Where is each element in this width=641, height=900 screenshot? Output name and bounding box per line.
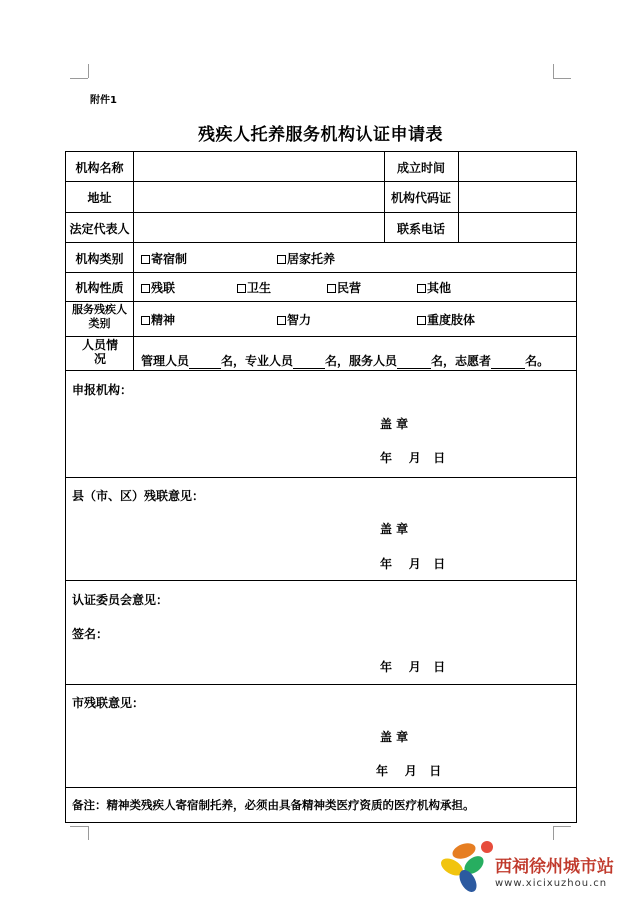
row-divider: [66, 336, 576, 337]
county-opinion-label: 县（市、区）残联意见：: [72, 489, 205, 503]
checkbox-icon: [237, 284, 246, 293]
row-divider: [66, 787, 576, 788]
city-opinion-label: 市残联意见：: [72, 696, 145, 710]
staff-label: 人员情况: [81, 338, 118, 366]
crop-mark: [553, 78, 571, 79]
checkbox-icon: [141, 255, 150, 264]
seal-label: 盖 章: [380, 522, 409, 536]
watermark-url: www.xicixuzhou.cn: [495, 878, 608, 889]
row-divider: [66, 301, 576, 302]
date-label: 年 月 日: [376, 764, 442, 778]
date-label: 年 月 日: [380, 557, 446, 571]
column-divider: [458, 152, 459, 242]
attachment-label: 附件1: [90, 95, 117, 106]
service-count-field[interactable]: [397, 356, 431, 369]
org-name-label: 机构名称: [75, 161, 124, 175]
row-divider: [66, 477, 576, 478]
seal-label: 盖 章: [380, 730, 409, 744]
crop-mark: [553, 826, 571, 827]
crop-mark: [88, 826, 89, 840]
signature-label: 签名：: [72, 627, 109, 641]
option-intellectual[interactable]: 智力: [277, 311, 311, 328]
staff-counts: 管理人员 名，专业人员 名，服务人员 名，志愿者 名。: [141, 354, 550, 368]
option-severe-physical[interactable]: 重度肢体: [417, 311, 475, 328]
row-divider: [66, 181, 576, 182]
professional-count-field[interactable]: [293, 356, 325, 369]
date-label: 年 月 日: [380, 660, 446, 674]
applicant-section-label: 申报机构：: [72, 383, 133, 397]
category-label: 机构类别: [75, 252, 124, 266]
application-form: [65, 151, 577, 823]
crop-mark: [70, 78, 88, 79]
option-boarding[interactable]: 寄宿制: [141, 250, 187, 267]
row-divider: [66, 212, 576, 213]
crop-mark: [70, 826, 88, 827]
crop-mark: [88, 64, 89, 78]
address-label: 地址: [87, 191, 112, 205]
checkbox-icon: [327, 284, 336, 293]
note-text: 备注：精神类残疾人寄宿制托养，必须由具备精神类医疗资质的医疗机构承担。: [72, 798, 475, 812]
checkbox-icon: [277, 255, 286, 264]
committee-opinion-label: 认证委员会意见：: [72, 593, 169, 607]
nature-label: 机构性质: [75, 281, 124, 295]
manager-count-field[interactable]: [189, 356, 221, 369]
checkbox-icon: [277, 316, 286, 325]
seal-label: 盖 章: [380, 417, 409, 431]
legal-rep-label: 法定代表人: [69, 222, 130, 236]
row-divider: [66, 580, 576, 581]
column-divider: [133, 152, 134, 370]
row-divider: [66, 684, 576, 685]
option-other[interactable]: 其他: [417, 279, 451, 296]
option-mental[interactable]: 精神: [141, 311, 175, 328]
option-home-care[interactable]: 居家托养: [277, 250, 335, 267]
crop-mark: [553, 64, 554, 78]
row-divider: [66, 370, 576, 371]
row-divider: [66, 242, 576, 243]
founded-label: 成立时间: [396, 161, 445, 175]
service-category-label: 服务残疾人类别: [72, 303, 127, 330]
checkbox-icon: [141, 316, 150, 325]
page-title: 残疾人托养服务机构认证申请表: [198, 125, 443, 145]
option-private[interactable]: 民营: [327, 279, 361, 296]
org-code-label: 机构代码证: [390, 191, 451, 205]
volunteer-count-field[interactable]: [491, 356, 525, 369]
watermark-brand: 西祠徐州城市站: [495, 857, 614, 877]
checkbox-icon: [141, 284, 150, 293]
checkbox-icon: [417, 316, 426, 325]
checkbox-icon: [417, 284, 426, 293]
option-health[interactable]: 卫生: [237, 279, 271, 296]
date-label: 年 月 日: [380, 451, 446, 465]
option-disabled-federation[interactable]: 残联: [141, 279, 175, 296]
phone-label: 联系电话: [396, 222, 445, 236]
row-divider: [66, 272, 576, 273]
